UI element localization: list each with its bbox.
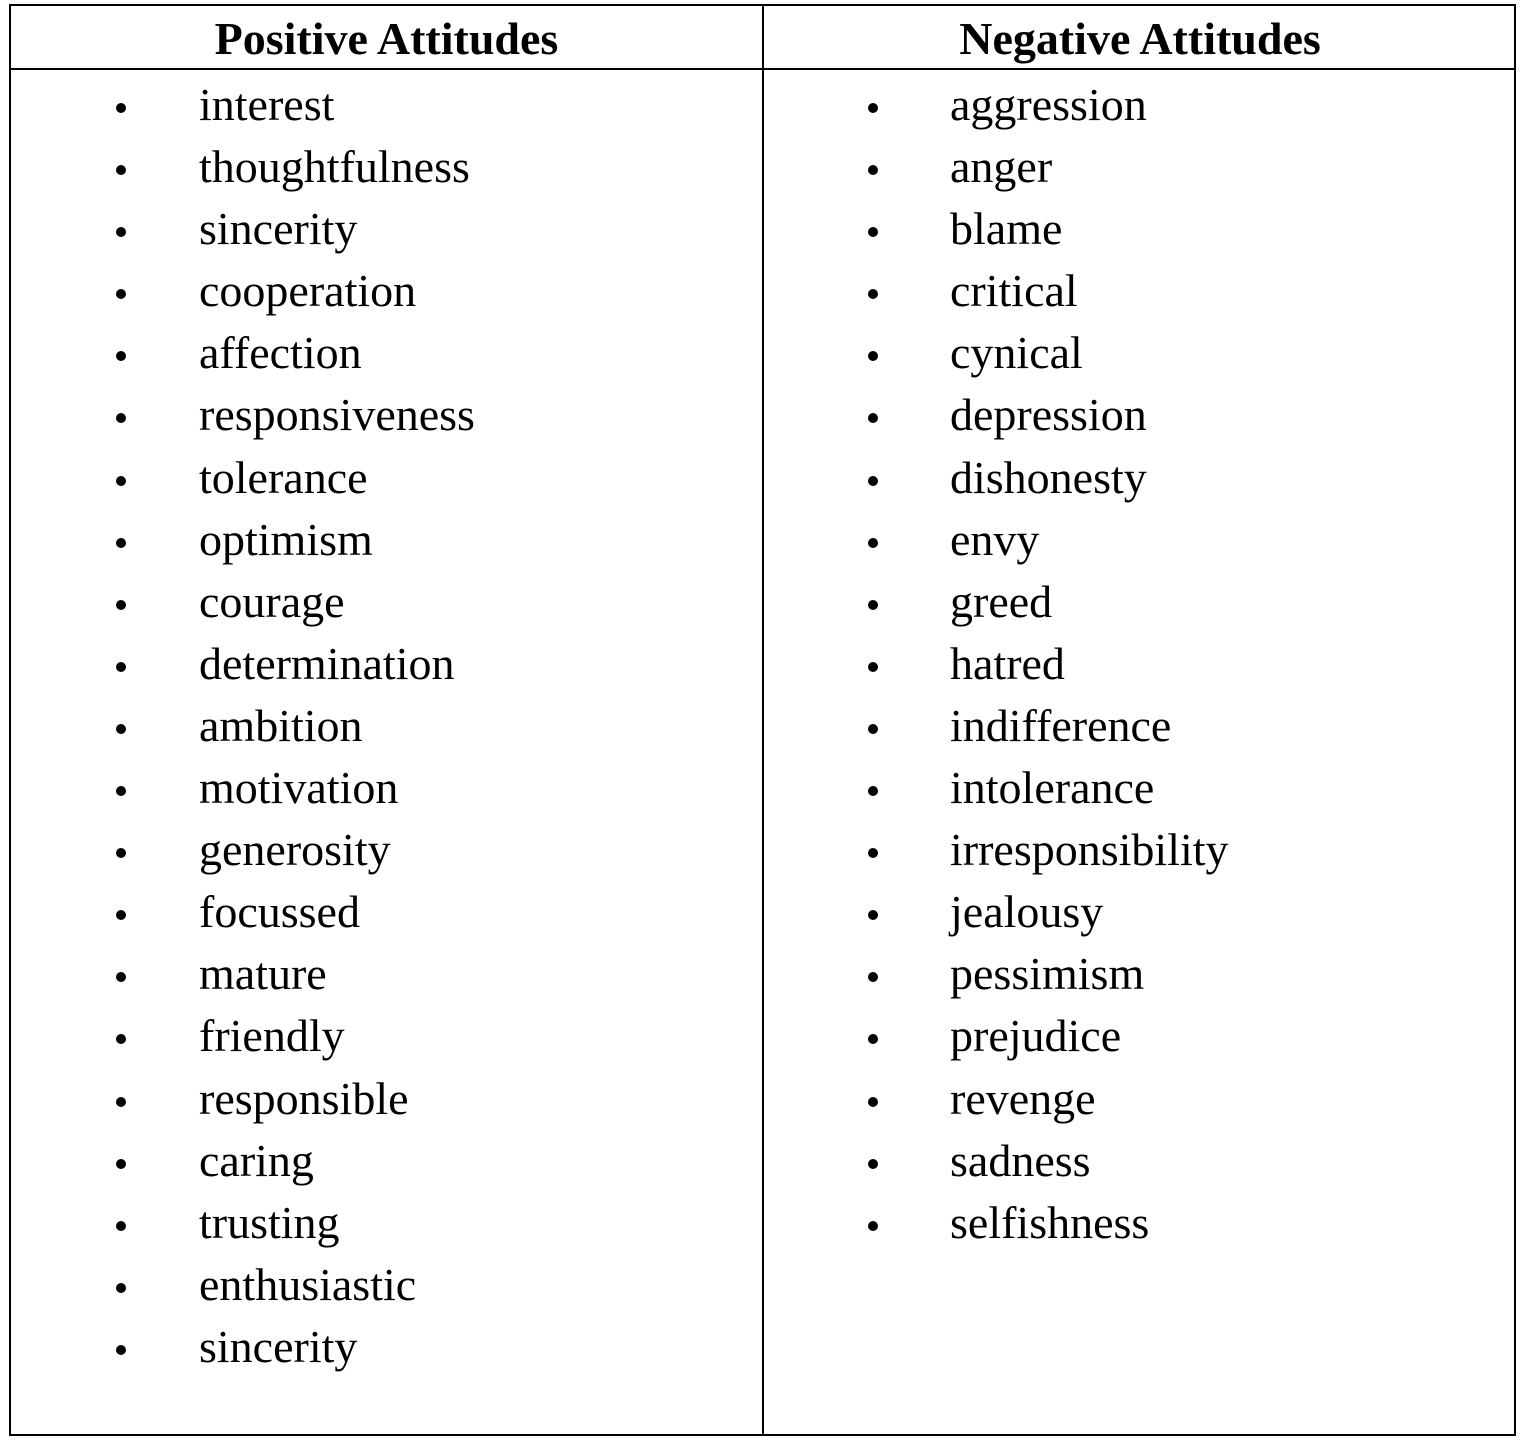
bullet-icon <box>116 289 126 299</box>
positive-attitude-item <box>11 819 762 881</box>
bullet-icon <box>868 1034 878 1044</box>
negative-attitude-item <box>764 695 1516 757</box>
positive-attitude-label: mature <box>199 948 327 1000</box>
bullet-icon <box>868 351 878 361</box>
positive-attitude-label: tolerance <box>199 451 368 503</box>
positive-attitude-item <box>11 1192 762 1254</box>
bullet-icon <box>116 413 126 423</box>
negative-attitude-item <box>764 1130 1516 1192</box>
positive-attitude-label: responsible <box>199 1072 409 1124</box>
bullet-icon <box>868 972 878 982</box>
positive-attitude-item <box>11 881 762 943</box>
positive-attitude-label: caring <box>199 1134 314 1186</box>
positive-attitude-item <box>11 1130 762 1192</box>
attitudes-table <box>9 4 1516 1436</box>
positive-attitude-item <box>11 757 762 819</box>
negative-attitude-label: critical <box>950 265 1078 317</box>
bullet-icon <box>868 662 878 672</box>
bullet-icon <box>868 600 878 610</box>
negative-attitude-label: irresponsibility <box>950 824 1229 876</box>
negative-attitude-item <box>764 1068 1516 1130</box>
bullet-icon <box>116 165 126 175</box>
negative-attitude-label: pessimism <box>950 948 1145 1000</box>
bullet-icon <box>116 227 126 237</box>
bullet-icon <box>868 786 878 796</box>
negative-attitudes-heading: Negative Attitudes <box>959 13 1321 64</box>
negative-attitude-item <box>764 881 1516 943</box>
bullet-icon <box>868 413 878 423</box>
bullet-icon <box>868 848 878 858</box>
negative-attitude-label: dishonesty <box>950 451 1147 503</box>
bullet-icon <box>868 165 878 175</box>
negative-attitude-item <box>764 943 1516 1005</box>
negative-attitude-item <box>764 571 1516 633</box>
negative-attitude-item <box>764 260 1516 322</box>
negative-attitude-item <box>764 1192 1516 1254</box>
positive-attitude-label: affection <box>199 327 362 379</box>
positive-attitude-item <box>11 943 762 1005</box>
negative-attitude-label: anger <box>950 141 1053 193</box>
positive-attitude-item <box>11 509 762 571</box>
positive-attitude-label: cooperation <box>199 265 417 317</box>
positive-attitude-item <box>11 260 762 322</box>
bullet-icon <box>116 600 126 610</box>
positive-attitude-item <box>11 695 762 757</box>
bullet-icon <box>868 724 878 734</box>
negative-attitude-item <box>764 74 1516 136</box>
positive-attitude-label: focussed <box>199 886 360 938</box>
positive-attitude-item <box>11 1316 762 1378</box>
positive-attitude-label: ambition <box>199 699 363 751</box>
bullet-icon <box>116 724 126 734</box>
bullet-icon <box>868 910 878 920</box>
positive-attitude-item <box>11 571 762 633</box>
negative-attitude-label: blame <box>950 203 1063 255</box>
negative-attitude-item <box>764 447 1516 509</box>
negative-attitude-label: depression <box>950 389 1147 441</box>
positive-attitude-item <box>11 1254 762 1316</box>
bullet-icon <box>116 103 126 113</box>
negative-attitude-label: cynical <box>950 327 1083 379</box>
bullet-icon <box>116 1097 126 1107</box>
bullet-icon <box>868 227 878 237</box>
positive-attitude-label: interest <box>199 79 335 130</box>
positive-attitude-label: sincerity <box>199 203 358 255</box>
positive-attitude-label: enthusiastic <box>199 1258 417 1310</box>
negative-attitude-item <box>764 1005 1516 1067</box>
positive-attitude-label: determination <box>199 637 455 689</box>
negative-attitude-item <box>764 136 1516 198</box>
negative-attitude-label: jealousy <box>950 886 1104 938</box>
negative-attitude-item <box>764 322 1516 384</box>
positive-attitude-item <box>11 447 762 509</box>
negative-attitude-label: sadness <box>950 1134 1091 1186</box>
bullet-icon <box>116 1221 126 1231</box>
bullet-icon <box>868 289 878 299</box>
bullet-icon <box>116 786 126 796</box>
negative-attitude-label: greed <box>950 575 1053 627</box>
negative-attitude-label: aggression <box>950 79 1147 130</box>
bullet-icon <box>868 476 878 486</box>
positive-attitudes-heading: Positive Attitudes <box>214 13 559 64</box>
positive-attitude-item <box>11 322 762 384</box>
bullet-icon <box>868 1097 878 1107</box>
positive-attitude-label: trusting <box>199 1196 340 1248</box>
bullet-icon <box>116 351 126 361</box>
negative-attitude-label: prejudice <box>950 1010 1122 1062</box>
bullet-icon <box>116 1034 126 1044</box>
positive-attitude-label: motivation <box>199 762 399 814</box>
bullet-icon <box>868 103 878 113</box>
bullet-icon <box>116 662 126 672</box>
bullet-icon <box>116 972 126 982</box>
positive-attitude-item <box>11 74 762 136</box>
negative-attitude-item <box>764 509 1516 571</box>
bullet-icon <box>116 1345 126 1355</box>
positive-attitude-item <box>11 633 762 695</box>
negative-attitude-item <box>764 198 1516 260</box>
bullet-icon <box>868 1221 878 1231</box>
positive-attitude-label: responsiveness <box>199 389 475 441</box>
negative-attitude-item <box>764 384 1516 446</box>
positive-attitude-item <box>11 1068 762 1130</box>
bullet-icon <box>116 538 126 548</box>
bullet-icon <box>868 538 878 548</box>
negative-attitude-label: selfishness <box>950 1196 1150 1248</box>
negative-attitude-label: intolerance <box>950 762 1155 814</box>
positive-attitude-label: courage <box>199 575 345 627</box>
positive-attitude-label: friendly <box>199 1010 345 1062</box>
positive-attitude-item <box>11 136 762 198</box>
bullet-icon <box>116 1159 126 1169</box>
negative-attitude-item <box>764 819 1516 881</box>
positive-attitude-label: optimism <box>199 513 373 565</box>
negative-attitude-label: revenge <box>950 1072 1096 1124</box>
negative-attitudes-list <box>764 74 1516 1254</box>
positive-attitude-item <box>11 198 762 260</box>
positive-attitude-item <box>11 1005 762 1067</box>
positive-attitude-label: generosity <box>199 824 391 876</box>
positive-attitude-item <box>11 384 762 446</box>
negative-attitude-label: envy <box>950 513 1040 565</box>
positive-attitude-label: thoughtfulness <box>199 141 470 193</box>
negative-attitude-label: hatred <box>950 637 1065 689</box>
bullet-icon <box>116 848 126 858</box>
negative-attitude-label: indifference <box>950 699 1172 751</box>
positive-attitudes-list <box>11 74 762 1378</box>
bullet-icon <box>868 1159 878 1169</box>
negative-attitude-item <box>764 757 1516 819</box>
bullet-icon <box>116 910 126 920</box>
positive-attitude-label: sincerity <box>199 1320 358 1372</box>
bullet-icon <box>116 476 126 486</box>
bullet-icon <box>116 1283 126 1293</box>
negative-attitude-item <box>764 633 1516 695</box>
